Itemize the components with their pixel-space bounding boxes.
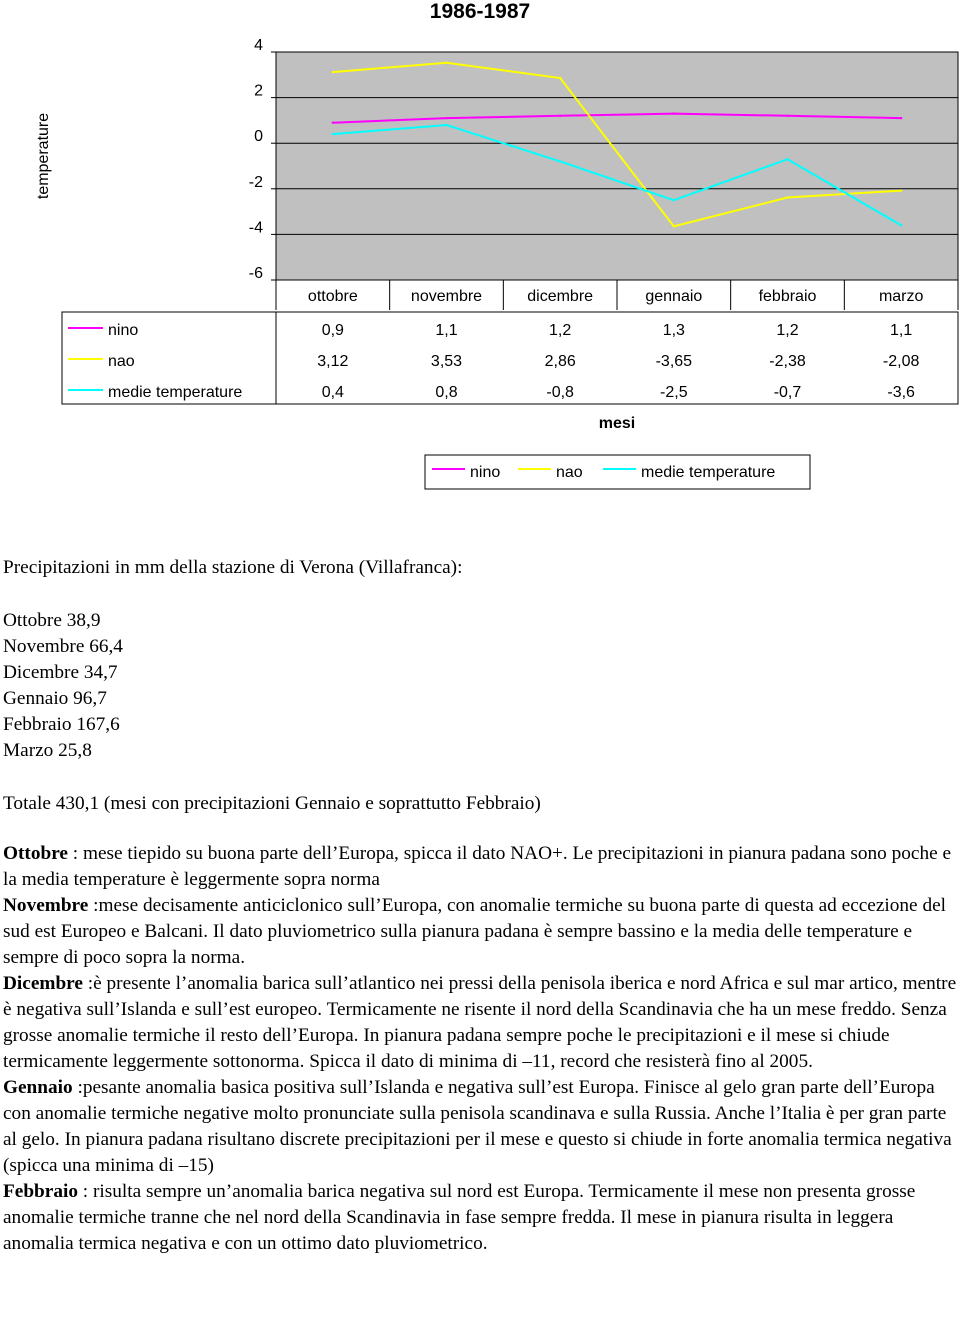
precip-row-gennaio: Gennaio 96,7 [3,688,107,709]
x-axis-title: mesi [598,415,636,432]
month-paragraph-dicembre [3,971,957,1075]
precip-row-marzo: Marzo 25,8 [3,740,92,761]
y-tick-label: -6 [248,265,263,282]
month-name-dicembre: Dicembre [3,973,83,994]
data-label: 3,12 [317,353,349,370]
precip-row-dicembre: Dicembre 34,7 [3,662,118,683]
data-label: -2,5 [660,384,688,401]
data-point [900,224,902,226]
month-paragraph-novembre [3,893,957,971]
data-label: 1,2 [549,322,572,339]
data-point [786,115,788,117]
y-tick-label: 0 [254,128,263,146]
data-label: 1,3 [662,322,685,339]
month-name-novembre: Novembre [3,895,89,916]
precipitation-heading: Precipitazioni in mm della stazione di Verona (Villafranca): [3,557,463,578]
data-point [673,225,675,227]
data-label: 2,86 [544,353,576,370]
precip-row-novembre: Novembre 66,4 [3,636,123,657]
data-point [332,121,334,123]
legend-label: nao [556,464,583,481]
month-paragraph-ottobre [3,841,957,893]
data-label: 1,1 [890,322,913,339]
month-text-febbraio: : risulta sempre un’anomalia barica negativa sul nord est Europa. Termicamente il mese non presenta grosse anomalie termiche tranne che nel nord della Scandinavia in fase sempre fredda. Il mese in pianura risulta in leggera anomalia termica negativa e con un ottimo dato pluviometrico. [3,1181,916,1254]
data-point [900,189,902,191]
data-point [900,117,902,119]
precip-row-febbraio: Febbraio 167,6 [3,714,120,735]
data-label: 0,8 [435,384,458,401]
precip-total: Totale 430,1 (mesi con precipitazioni Gennaio e soprattutto Febbraio) [3,793,541,814]
month-name-gennaio: Gennaio [3,1077,73,1098]
spacer [3,764,957,791]
y-tick-label: 2 [254,82,263,100]
data-label: -3,65 [655,353,693,370]
table-series-name: nino [108,322,139,339]
x-tick-label: ottobre [307,288,358,305]
month-text-novembre: :mese decisamente anticiclonico sull’Europa, con anomalie termiche su buona parte di questa ad eccezione del sud est Europeo e Balcani. Il dato pluviometrico sulla pianura padana è sempre bassino e la media delle temperature e sempre di poco sopra la norma. [3,895,946,968]
document-body [3,555,957,1257]
data-point [445,117,447,119]
data-point [559,160,561,162]
x-tick-label: marzo [878,288,924,305]
plot-area [276,52,958,280]
y-tick-label: -4 [248,219,263,237]
table-series-name: medie temperature [108,384,243,401]
month-name-ottobre: Ottobre [3,843,68,864]
y-axis-title: temperature [35,112,52,200]
data-label: -3,6 [887,384,915,401]
month-text-dicembre: :è presente l’anomalia barica sull’atlantico nei pressi della penisola iberica e nord Africa e sul mar artico, mentre è negativa sull’Islanda e sull’est europeo. Termicamente ne risente il nord della Scandinavia che ha un mese freddo. Senza grosse anomalie termiche il resto dell’Europa. In pianura padana sempre poche le precipitazioni e il mese si chiude termicamente leggermente sottonorma. Spicca il dato di minima di –11, record che resisterà fino al 2005. [3,973,957,1072]
chart-title: 1986-1987 [429,0,531,23]
data-point [673,112,675,114]
x-tick-label: gennaio [645,288,703,305]
data-label: -0,8 [546,384,574,401]
data-label: -2,08 [882,353,920,370]
month-text-gennaio: :pesante anomalia basica positiva sull’Islanda e negativa sull’est Europa. Finisce al gelo gran parte dell’Europa con anomalie termiche negative molto pronunciate sulla penisola scandinava e sulla Russia. Anche l’Italia è per gran parte al gelo. In pianura padana risultano discrete precipitazioni per il mese e questo si chiude in forte anomalia termica negativa (spicca una minima di –15) [3,1077,952,1176]
table-series-name: nao [108,353,135,370]
spacer [3,581,957,608]
x-tick-label: febbraio [758,288,817,305]
y-tick-label: 4 [254,37,263,54]
data-point [559,77,561,79]
data-label: 1,1 [435,322,458,339]
data-point [559,115,561,117]
x-tick-label: novembre [410,288,483,305]
line-chart [0,0,960,500]
data-point [786,196,788,198]
y-tick-label: -2 [248,173,263,191]
precip-row-ottobre: Ottobre 38,9 [3,610,101,631]
spacer [3,817,957,841]
data-label: -0,7 [773,384,802,401]
month-paragraph-febbraio [3,1179,957,1257]
data-point [332,133,334,135]
data-label: 0,4 [321,384,344,401]
data-label: 0,9 [321,322,344,339]
data-point [445,124,447,126]
legend-label: nino [470,464,501,481]
data-point [673,199,675,201]
data-point [445,62,447,64]
data-point [332,71,334,73]
data-label: -2,38 [769,353,806,370]
month-name-febbraio: Febbraio [3,1181,78,1202]
month-paragraph-gennaio [3,1075,957,1179]
month-text-ottobre: : mese tiepido su buona parte dell’Europa, spicca il dato NAO+. Le precipitazioni in pianura padana sono poche e la media temperature è leggermente sopra norma [3,843,952,890]
x-tick-label: dicembre [527,288,594,305]
legend-label: medie temperature [641,464,776,481]
data-label: 1,2 [776,322,799,339]
data-point [786,158,788,160]
data-label: 3,53 [430,353,463,370]
